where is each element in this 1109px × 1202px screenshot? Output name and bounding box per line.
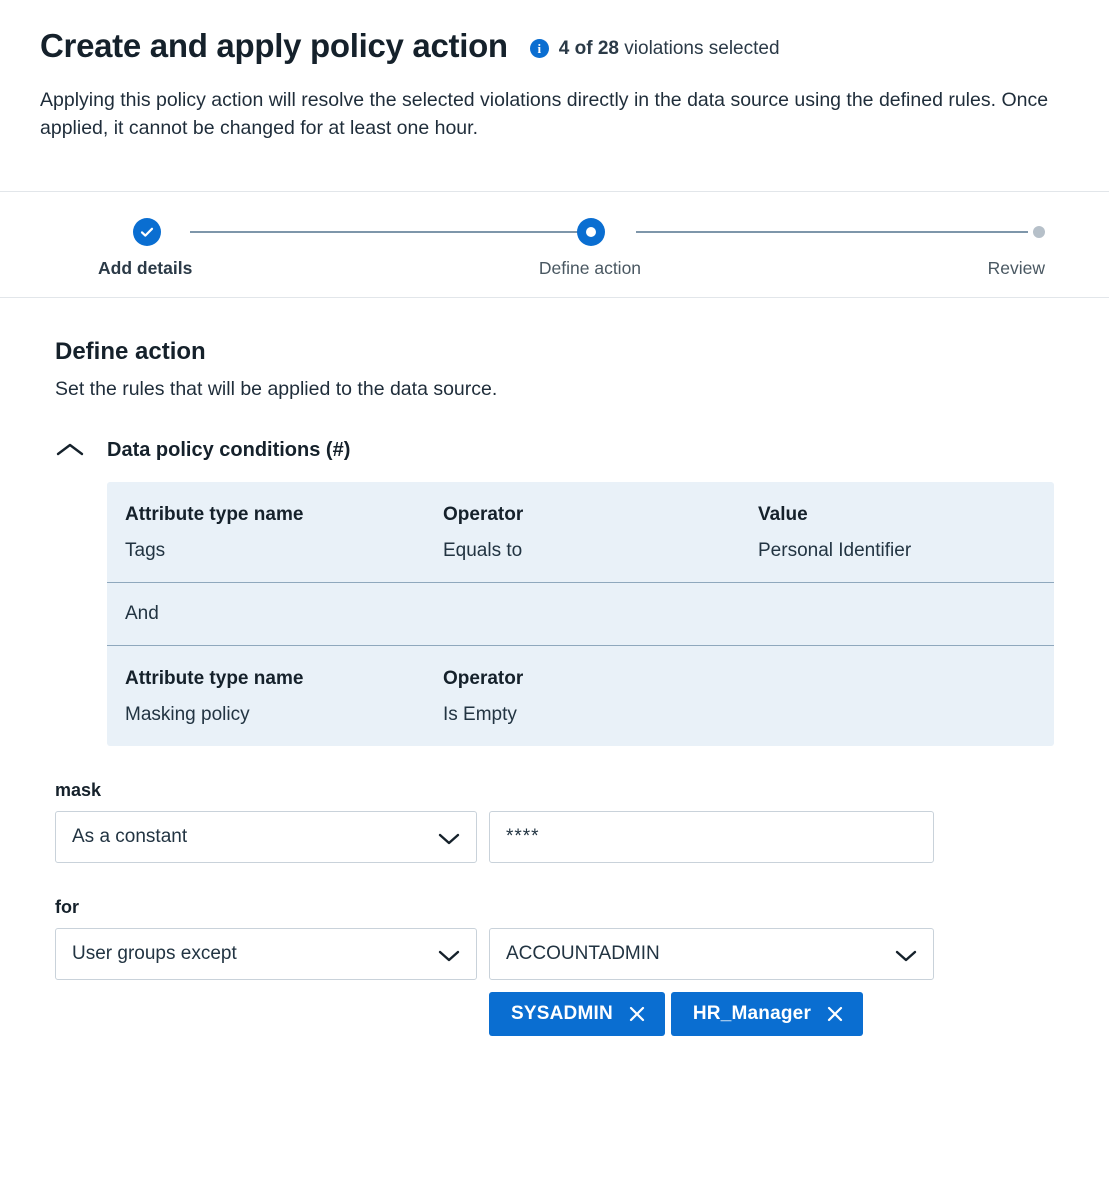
user-group-select[interactable] <box>489 928 934 980</box>
mask-type-select[interactable] <box>55 811 477 863</box>
stepper-step-review[interactable] <box>988 218 1045 279</box>
selected-group-chips <box>489 992 1069 1036</box>
mask-type-value: As a constant <box>72 825 188 847</box>
conditions-connector: And <box>125 602 159 624</box>
stepper-step-define-action[interactable] <box>539 218 641 279</box>
title-row <box>40 26 1069 66</box>
condition-value-value: Personal Identifier <box>758 539 912 561</box>
wizard-stepper <box>0 191 1109 298</box>
for-scope-select[interactable] <box>55 928 477 980</box>
condition2-header-attribute: Attribute type name <box>125 667 304 689</box>
for-label: for <box>55 896 79 917</box>
condition-header-operator: Operator <box>443 503 524 525</box>
section-title: Define action <box>55 337 206 365</box>
close-icon[interactable] <box>627 1004 647 1024</box>
chip-label: SYSADMIN <box>511 1002 613 1024</box>
chevron-up-icon <box>55 440 85 460</box>
condition-header-attribute: Attribute type name <box>125 503 304 525</box>
current-step-icon <box>577 218 605 246</box>
accordion-title: Data policy conditions (#) <box>107 438 351 461</box>
stepper-step-add-details[interactable] <box>98 218 192 279</box>
selection-suffix: violations selected <box>619 37 780 59</box>
user-group-value: ACCOUNTADMIN <box>506 942 660 964</box>
chip-sysadmin[interactable] <box>489 992 665 1036</box>
mask-constant-input[interactable] <box>489 811 934 863</box>
selection-text <box>559 38 780 60</box>
pending-step-icon <box>1033 226 1045 238</box>
condition-row-2 <box>107 646 1054 746</box>
stepper-label-review: Review <box>987 257 1045 278</box>
condition-row-1 <box>107 482 1054 582</box>
stepper-steps <box>98 218 1045 279</box>
page-title: Create and apply policy action <box>40 27 508 64</box>
condition2-value-operator: Is Empty <box>443 703 517 725</box>
dialog-description: Applying this policy action will resolve the selected violations directly in the data source using the defined rules. Once applied, it cannot be changed for at least one hour. <box>40 88 1049 140</box>
chip-label: HR_Manager <box>692 1002 812 1024</box>
chevron-down-icon <box>895 947 917 961</box>
selection-count: 4 of 28 <box>558 37 619 59</box>
check-icon <box>133 218 161 246</box>
condition2-header-operator: Operator <box>443 667 524 689</box>
condition-value-operator: Equals to <box>443 539 523 561</box>
stepper-connector-2 <box>636 231 1028 233</box>
chip-hr-manager[interactable] <box>671 992 863 1036</box>
conditions-panel <box>107 482 1054 746</box>
condition-header-value: Value <box>758 503 808 525</box>
condition2-value-attribute: Masking policy <box>125 703 250 725</box>
data-policy-conditions-accordion[interactable] <box>55 439 1069 462</box>
main-content <box>0 298 1109 1036</box>
mask-constant-value: **** <box>506 825 540 847</box>
dialog-header <box>0 0 1109 191</box>
stepper-connector-1 <box>190 231 582 233</box>
selection-summary <box>530 32 780 60</box>
section-subtitle: Set the rules that will be applied to the data source. <box>55 377 498 400</box>
info-icon: i <box>530 39 549 58</box>
stepper-label-add-details: Add details <box>98 257 193 278</box>
for-scope-value: User groups except <box>72 942 237 964</box>
stepper-label-define-action: Define action <box>538 257 642 278</box>
close-icon[interactable] <box>825 1004 845 1024</box>
condition-value-attribute: Tags <box>125 539 166 561</box>
mask-label: mask <box>55 779 102 800</box>
chevron-down-icon <box>438 947 460 961</box>
for-field-group <box>55 897 1069 1036</box>
mask-field-group <box>55 780 1069 863</box>
chevron-down-icon <box>438 830 460 844</box>
